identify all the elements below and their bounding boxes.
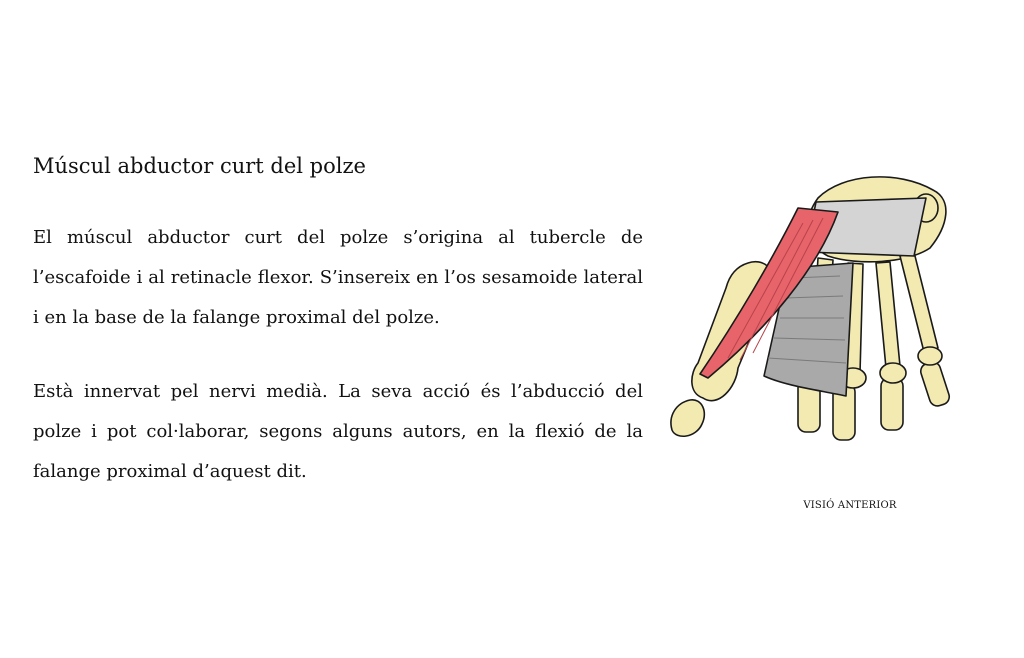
- metacarpal-ring: [876, 262, 900, 368]
- article-text: [33, 150, 643, 526]
- phalanx-little: [919, 360, 952, 408]
- knuckle-little: [918, 347, 942, 365]
- page-title: Múscul abductor curt del polze: [33, 154, 366, 178]
- thumb-tip: [671, 400, 704, 436]
- figure-caption: VISIÓ ANTERIOR: [803, 500, 897, 511]
- paragraph-innervation-action: Està innervat pel nervi medià. La seva acció és l’abducció del polze i pot col·laborar, segons alguns autors, en la flexió de la falange proximal d’aquest dit.: [33, 381, 643, 482]
- paragraph-origin-insertion: El múscul abductor curt del polze s’origina al tubercle de l’escafoide i al retinacle flexor. S’insereix en l’os sesamoide lateral i en la base de la falange proximal del polze.: [33, 227, 643, 328]
- knuckle-ring: [880, 363, 906, 383]
- hand-anatomy-illustration: [668, 168, 998, 458]
- metacarpal-little: [900, 252, 938, 352]
- phalanx-ring: [881, 378, 903, 430]
